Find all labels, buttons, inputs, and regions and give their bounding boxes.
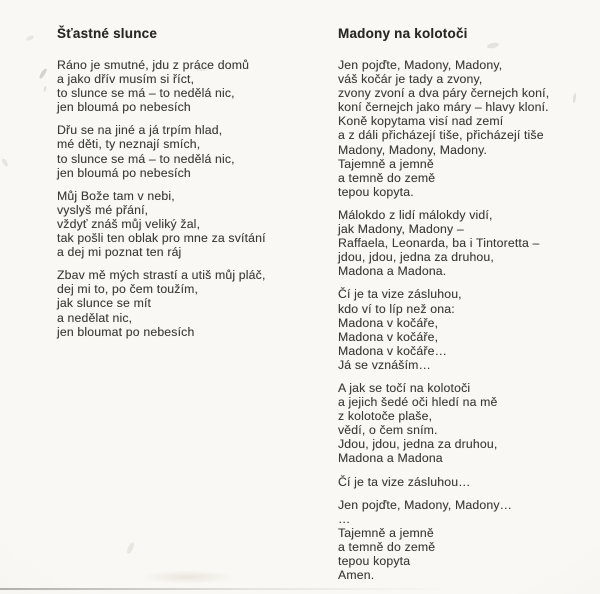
poem-line: Koně kopytama visí nad zemí	[338, 114, 504, 129]
poem-title-left: Šťastné slunce	[57, 26, 158, 41]
poem-line: Můj Bože tam v nebi,	[57, 188, 175, 203]
poem-line: Čí je ta vize zásluhou…	[338, 474, 471, 489]
poem-line: Tajemně a jemně	[338, 525, 434, 540]
scan-smudge	[43, 86, 46, 92]
poem-line: Čí je ta vize zásluhou,	[338, 287, 462, 302]
scan-smudge	[38, 68, 47, 79]
poem-line: Ráno je smutné, jdu z práce domů	[57, 58, 250, 72]
poem-line: jak Madony, Madony –	[338, 222, 464, 237]
poem-line: a z dáli přicházejí tiše, přicházejí tiše	[338, 128, 544, 143]
poem-line: kdo ví to líp než ona:	[338, 301, 455, 316]
poem-left-column	[57, 26, 322, 348]
poem-line: vždyť znáš můj veliký žal,	[57, 216, 201, 231]
poem-left-stanzas	[57, 58, 322, 339]
poem-stanza	[338, 381, 593, 466]
poem-stanza	[338, 58, 593, 199]
poem-line: Madona v kočáře,	[338, 315, 439, 330]
poem-line: vědí, o čem sním.	[338, 423, 438, 438]
poem-line: tepou kopyta.	[338, 184, 414, 199]
poem-line: a jejich šedé oči hledí na mě	[338, 395, 498, 410]
poem-line: Tajemně a jemně	[338, 156, 434, 171]
poem-stanza	[57, 268, 322, 338]
scan-smudge	[26, 34, 35, 41]
poem-line: dej mi to, po čem toužím,	[57, 282, 199, 297]
poem-stanza	[57, 189, 322, 259]
poem-line: tak pošli ten oblak pro mne za svítání	[57, 231, 266, 246]
poem-line: Zbav mě mých strastí a utiš můj pláč,	[57, 268, 266, 283]
poem-line: jen bloumat po nebesích	[57, 324, 195, 339]
poem-line: a jako dřív musím si říct,	[57, 72, 195, 87]
poem-line: a temně do země	[338, 539, 436, 554]
poem-line: Madona v kočáře,	[338, 329, 439, 344]
scan-smudge	[126, 542, 135, 555]
scan-smudge	[1, 158, 9, 168]
poem-line: to slunce se má – to nedělá nic,	[57, 86, 235, 101]
poem-line: z kolotoče plaše,	[338, 409, 433, 424]
poem-line: jak slunce se mít	[57, 296, 152, 311]
scan-smudge	[140, 570, 235, 584]
poem-stanza	[338, 208, 593, 278]
poem-line: váš kočár je tady a zvony,	[338, 72, 483, 87]
poem-line: mé děti, ty neznají smích,	[57, 137, 201, 152]
poem-line: Já se vznáším…	[338, 357, 431, 372]
poem-line: Raffaela, Leonarda, ba i Tintoretta –	[338, 236, 540, 251]
poem-stanza	[338, 498, 593, 583]
poem-line: a dej mi poznat ten ráj	[57, 245, 182, 260]
poem-line: Madony, Madony, Madony.	[338, 142, 488, 157]
poem-line: jen bloumá po nebesích	[57, 165, 191, 180]
poem-line: jen bloumá po nebesích	[57, 100, 191, 115]
poem-right-stanzas	[338, 58, 593, 582]
poem-title-right: Madony na kolotoči	[338, 26, 468, 41]
poem-line: Madona v kočáře…	[338, 343, 448, 358]
poem-line: zvony zvoní a dva páry černejch koní,	[338, 86, 550, 101]
poem-line: Madona a Madona	[338, 451, 443, 466]
poem-line: Jdou, jdou, jedna za druhou,	[338, 437, 498, 452]
poem-stanza	[57, 58, 322, 114]
poem-line: tepou kopyta	[338, 554, 411, 568]
poem-line: …	[338, 511, 351, 526]
poem-stanza	[57, 123, 322, 179]
poem-line: a temně do země	[338, 170, 436, 185]
poem-line: vyslyš mé přání,	[57, 202, 149, 217]
poem-line: A jak se točí na kolotoči	[338, 380, 471, 395]
poem-stanza	[338, 475, 593, 489]
poem-line: Jen pojďte, Madony, Madony,	[338, 58, 503, 72]
poem-line: to slunce se má – to nedělá nic,	[57, 151, 235, 166]
poem-line: a nedělat nic,	[57, 310, 133, 325]
poem-line: Madona a Madona.	[338, 264, 447, 279]
poem-line: Dřu se na jiné a já trpím hlad,	[57, 123, 223, 138]
poem-stanza	[338, 287, 593, 372]
poem-line: Amen.	[338, 568, 375, 583]
poem-line: Málokdo z lidí málokdy vidí,	[338, 207, 493, 222]
poem-line: Jen pojďte, Madony, Madony…	[338, 497, 513, 512]
poem-right-column	[338, 26, 593, 591]
poem-line: jdou, jdou, jedna za druhou,	[338, 250, 494, 265]
poem-line: koní černejch jako máry – hlavy kloní.	[338, 100, 549, 115]
